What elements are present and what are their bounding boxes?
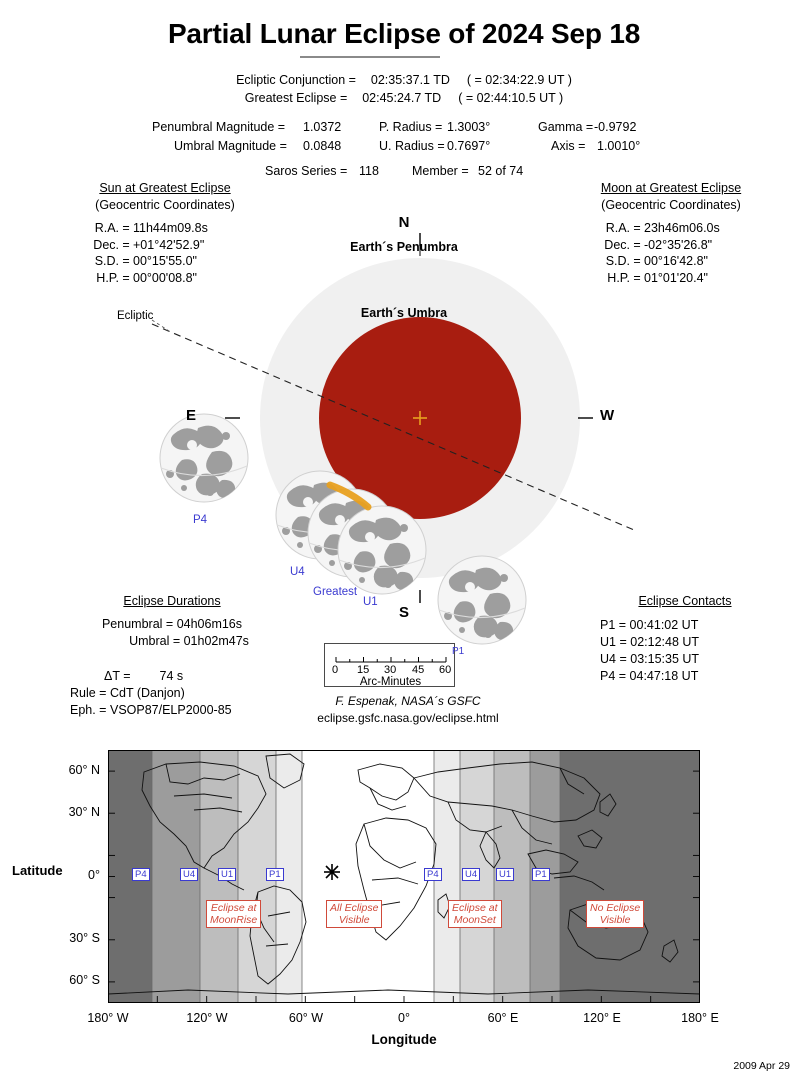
u-radius-label: U. Radius = [379,139,445,153]
moon-hp-value: 01°01'20.4" [644,270,708,285]
visibility-map-area [0,745,808,1080]
contacts-lines [600,617,780,685]
sun-dec-value: +01°42'52.9" [133,237,205,252]
lon-tick-0: 0° [398,1011,410,1025]
page-title: Partial Lunar Eclipse of 2024 Sep 18 [167,18,641,49]
ephemeris-row [62,702,302,719]
sun-ra-value: 11h44m09.8s [133,221,208,235]
duration-umbral [72,633,272,650]
lon-tick-60e: 60° E [487,1011,519,1025]
eclipse-contacts-block [600,593,780,685]
zone-label-moonset [448,900,502,928]
ephemeris-parameters-block [62,668,302,719]
contact-p4 [600,668,780,685]
sun-block-heading: Sun at Greatest Eclipse [99,181,231,195]
lon-tick-120w: 120° W [186,1011,228,1025]
lon-tick-180e: 180° E [681,1011,719,1025]
zone-label-moonrise [206,900,261,928]
zone-label-all-visible-text: All Eclipse Visible [330,902,379,926]
credit-url: eclipse.gsfc.nasa.gov/eclipse.html [317,711,499,725]
map-contact-label-u4-right: U4 [462,868,480,881]
delta-t-row [62,668,302,685]
scale-tick-45: 45 [412,664,425,676]
map-contact-label-u4-left: U4 [180,868,198,881]
scale-bar-p1-label: P1 [452,646,465,657]
equals-sign: = [122,270,130,285]
lat-tick-0: 0° [88,868,100,882]
rule-label: Rule = [70,686,107,700]
ecliptic-label: Ecliptic [117,310,154,322]
zone-label-moonset-text: Eclipse at MoonSet [452,902,498,926]
lat-tick-30s: 30° S [69,931,100,945]
contact-p1-label: P1 = [600,618,627,632]
rule-row [62,685,302,702]
lon-tick-180w: 180° W [87,1011,129,1025]
map-contact-label-p1-left: P1 [266,868,284,881]
zone-band-all-visible [302,750,434,1003]
contacts-heading: Eclipse Contacts [638,594,732,608]
ecliptic-conjunction-label: Ecliptic Conjunction = [236,73,356,87]
scale-tick-0: 0 [332,664,339,676]
u-radius-value: 0.7697° [447,139,491,153]
member-value: 52 of 74 [478,164,524,178]
moon-label-u4: U4 [290,566,305,578]
ephemeris-value: VSOP87/ELP2000-85 [109,703,232,717]
contact-u1-label: U1 = [600,635,627,649]
scale-bar-unit-label: Arc-Minutes [359,676,422,688]
map-contact-label-p1-right: P1 [532,868,550,881]
equals-sign: = [633,254,641,268]
ecliptic-conjunction-row [0,73,808,87]
gamma-value: -0.9792 [594,120,637,134]
moon-sd-label: S.D. [605,254,630,268]
latitude-axis-label: Latitude [12,863,63,878]
lon-tick-60w: 60° W [288,1011,324,1025]
moon-position-p1 [438,556,526,644]
zone-label-no-eclipse [586,900,644,928]
lon-tick-120e: 120° E [583,1011,621,1025]
map-contact-label-u1-left: U1 [218,868,236,881]
east-label: E [186,407,197,424]
contact-u4-value: 03:15:35 UT [630,652,700,666]
eclipse-durations-block [72,593,272,650]
duration-penumbral [72,616,272,633]
greatest-eclipse-ut: ( = 02:44:10.5 UT ) [458,91,564,105]
moon-position-u1 [338,506,426,594]
axis-label: Axis = [551,139,586,153]
greatest-eclipse-label: Greatest Eclipse = [244,91,348,105]
moon-label-u1: U1 [363,596,378,608]
scale-tick-60: 60 [439,664,452,676]
p-radius-label: P. Radius = [379,120,443,134]
contact-u1 [600,634,780,651]
duration-umbral-label: Umbral = [129,634,181,648]
equals-sign: = [633,270,641,285]
moon-position-p4 [160,414,248,502]
moon-label-greatest: Greatest [313,586,358,598]
lat-tick-30n: 30° N [68,805,100,819]
publication-date: 2009 Apr 29 [733,1060,790,1072]
duration-penumbral-value: 04h06m16s [176,617,243,631]
durations-heading: Eclipse Durations [123,594,221,608]
equals-sign: = [122,254,130,268]
zone-band-no-eclipse-right [560,750,700,1003]
west-label: W [600,407,615,424]
lat-tick-60s: 60° S [69,973,100,987]
moon-ra-value: 23h46m06.0s [644,221,720,235]
penumbral-magnitude-label: Penumbral Magnitude = [152,120,286,134]
ecliptic-conjunction-ut: ( = 02:34:22.9 UT ) [466,73,572,87]
scale-tick-30: 30 [384,664,397,676]
saros-series-value: 118 [359,164,379,178]
member-label: Member = [412,164,469,178]
moon-block-heading: Moon at Greatest Eclipse [600,181,742,195]
contact-p1 [600,617,780,634]
sun-hp-value: 00°00'08.8" [133,270,197,285]
moon-label-p4: P4 [193,514,208,526]
sun-hp-label: H.P. [96,270,119,285]
south-label: S [398,604,409,621]
map-contact-label-u1-right: U1 [496,868,514,881]
contact-p1-value: 00:41:02 UT [629,618,699,632]
sun-sd-label: S.D. [94,254,119,268]
saros-series-label: Saros Series = [265,164,348,178]
contact-u4 [600,651,780,668]
sun-block-subheading: (Geocentric Coordinates) [95,197,235,212]
umbral-magnitude-label: Umbral Magnitude = [174,139,287,153]
moon-hp-label: H.P. [607,270,630,285]
equals-sign: = [122,221,130,235]
zone-label-all-visible [326,900,382,928]
equals-sign: = [122,237,130,252]
sun-ra-label: R.A. [94,221,119,235]
greatest-eclipse-row [0,91,808,105]
delta-t-value: 74 s [159,669,184,683]
sun-dec-label: Dec. [93,237,119,252]
duration-umbral-value: 01h02m47s [183,634,249,648]
penumbra-label: Earth´s Penumbra [350,240,458,254]
greatest-eclipse-td: 02:45:24.7 TD [362,91,442,105]
equals-sign: = [633,237,641,252]
credit-author: F. Espenak, NASA´s GSFC [335,694,481,708]
zone-label-moonrise-text: Eclipse at MoonRise [210,902,258,926]
moon-dec-value: -02°35'26.8" [644,237,713,252]
ecliptic-conjunction-td: 02:35:37.1 TD [370,73,450,87]
scale-bar-box [324,643,455,687]
longitude-axis-label: Longitude [371,1032,437,1047]
lat-tick-60n: 60° N [68,763,100,777]
greatest-eclipse-marker [324,864,340,880]
delta-t-label: ΔT = [104,669,131,683]
contact-p4-value: 04:47:18 UT [629,669,699,683]
visibility-map [108,750,700,1003]
moon-block-subheading: (Geocentric Coordinates) [601,197,741,212]
ephemeris-label: Eph. = [70,703,107,717]
umbra-label: Earth´s Umbra [360,306,448,320]
moon-ra-label: R.A. [605,221,630,235]
durations-lines [72,616,272,650]
p-radius-value: 1.3003° [447,120,491,134]
penumbral-magnitude-value: 1.0372 [303,120,342,134]
umbral-magnitude-value: 0.0848 [303,139,342,153]
map-contact-label-p4-left: P4 [132,868,150,881]
contact-u4-label: U4 = [600,652,627,666]
moon-sd-value: 00°16'42.8" [644,254,708,268]
zone-label-no-eclipse-text: No Eclipse Visible [590,902,641,926]
duration-penumbral-label: Penumbral = [101,617,174,631]
moon-dec-label: Dec. [604,237,630,252]
scale-tick-15: 15 [357,664,370,676]
gamma-label: Gamma = [538,120,594,134]
contact-u1-value: 02:12:48 UT [630,635,700,649]
equals-sign: = [633,221,641,235]
rule-value: CdT (Danjon) [109,686,185,700]
axis-value: 1.0010° [597,139,641,153]
contact-p4-label: P4 = [600,669,627,683]
scale-bar-axis [335,656,447,664]
title-underline [300,56,440,58]
sun-sd-value: 00°15'55.0" [133,254,197,268]
north-label: N [398,214,410,231]
ecliptic-leader [152,320,172,333]
map-contact-label-p4-right: P4 [424,868,442,881]
